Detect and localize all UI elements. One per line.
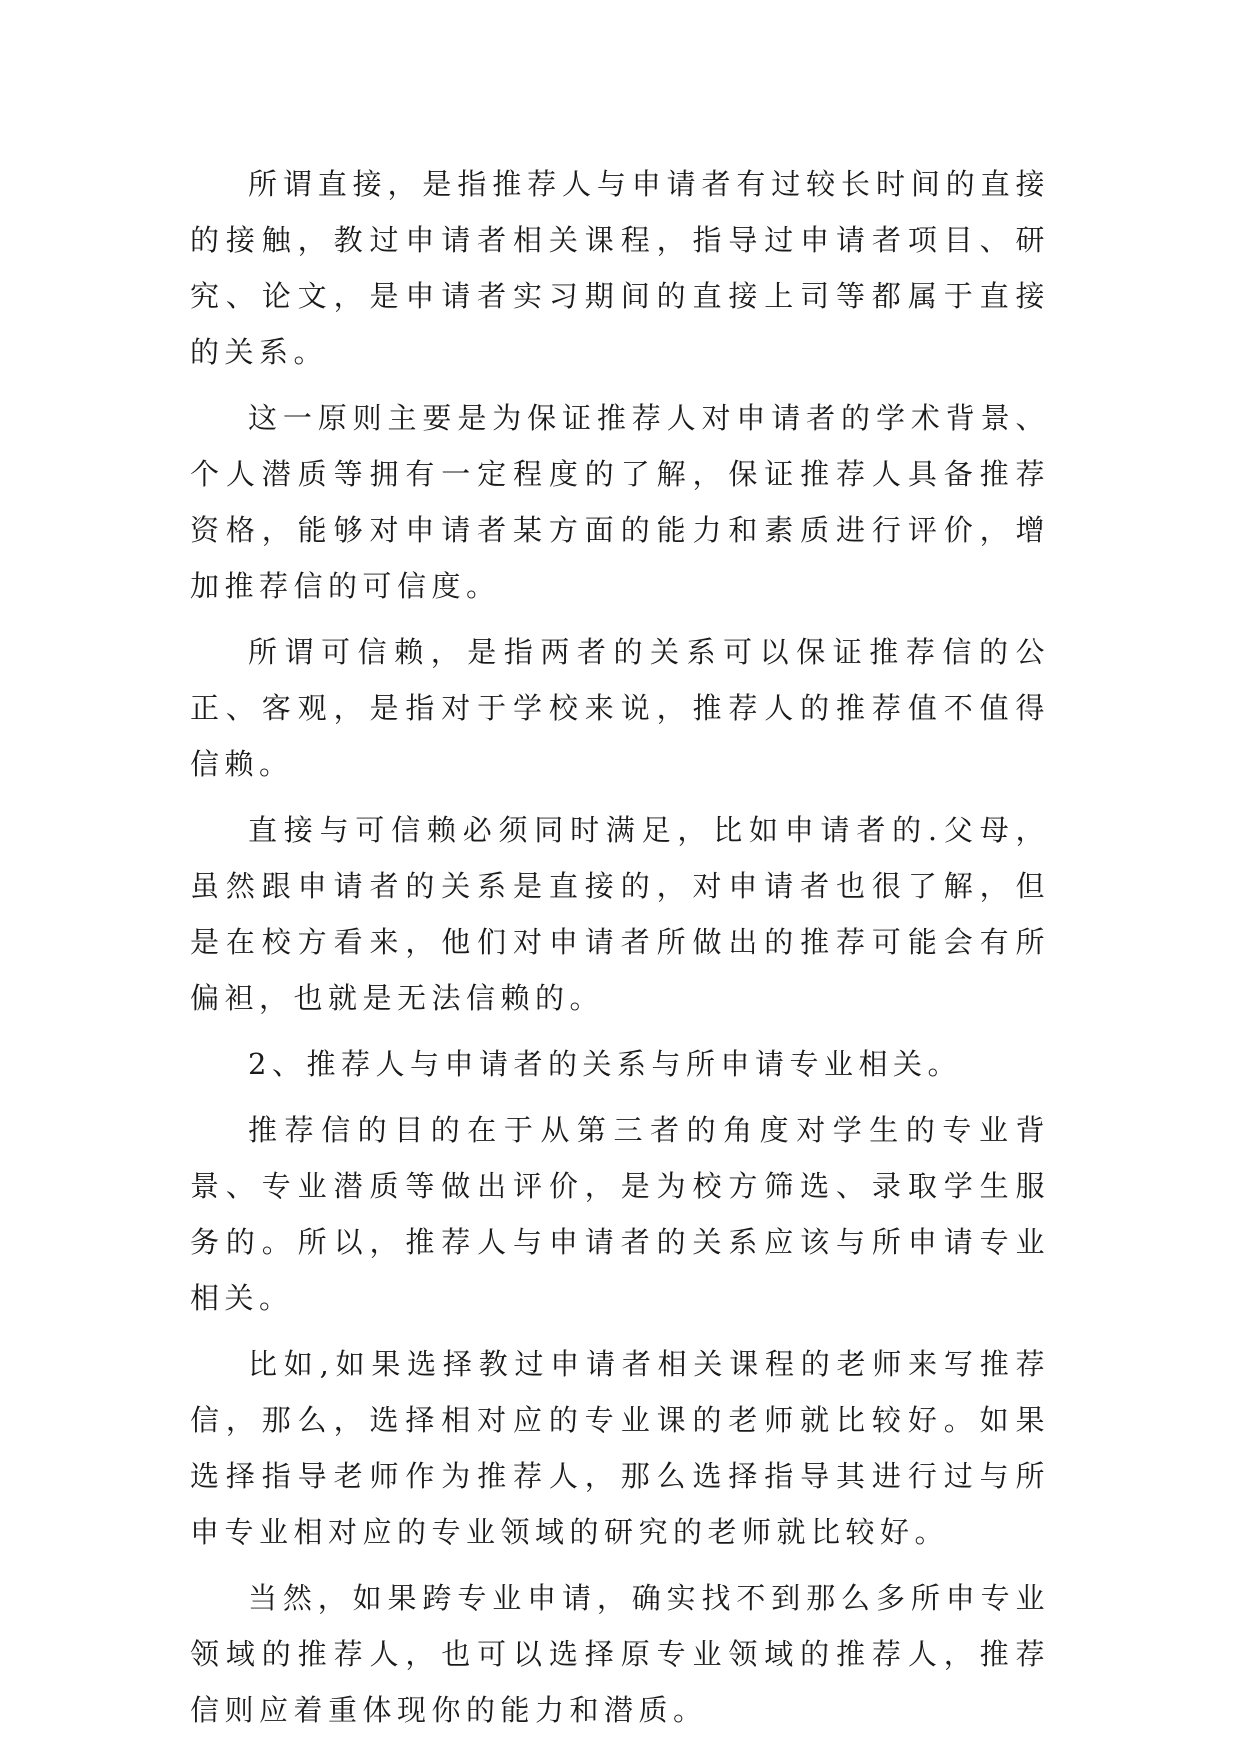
paragraph-section-2-heading: 2、推荐人与申请者的关系与所申请专业相关。 <box>248 1047 962 1081</box>
paragraph-direct-definition: 所谓直接，是指推荐人与申请者有过较长时间的直接的接触，教过申请者相关课程，指导过申请者项目、研究、论文，是申请者实习期间的直接上司等都属于直接的关系。 <box>190 167 1050 369</box>
document-body <box>190 156 1050 1748</box>
paragraph-trustworthy-definition: 所谓可信赖，是指两者的关系可以保证推荐信的公正、客观，是指对于学校来说，推荐人的推荐值不值得信赖。 <box>190 635 1050 781</box>
paragraph-both-required: 直接与可信赖必须同时满足，比如申请者的.父母，虽然跟申请者的关系是直接的，对申请者也很了解，但是在校方看来，他们对申请者所做出的推荐可能会有所偏袒，也就是无法信赖的。 <box>190 813 1050 1015</box>
paragraph-example: 比如,如果选择教过申请者相关课程的老师来写推荐信，那么，选择相对应的专业课的老师就比较好。如果选择指导老师作为推荐人，那么选择指导其进行过与所申专业相对应的专业领域的研究的老师就比较好。 <box>190 1347 1050 1549</box>
paragraph-letter-purpose: 推荐信的目的在于从第三者的角度对学生的专业背景、专业潜质等做出评价，是为校方筛选、录取学生服务的。所以，推荐人与申请者的关系应该与所申请专业相关。 <box>190 1113 1050 1315</box>
paragraph-cross-major: 当然，如果跨专业申请，确实找不到那么多所申专业领域的推荐人，也可以选择原专业领域的推荐人，推荐信则应着重体现你的能力和潜质。 <box>190 1581 1050 1727</box>
paragraph-principle-purpose: 这一原则主要是为保证推荐人对申请者的学术背景、个人潜质等拥有一定程度的了解，保证推荐人具备推荐资格，能够对申请者某方面的能力和素质进行评价，增加推荐信的可信度。 <box>190 401 1050 603</box>
